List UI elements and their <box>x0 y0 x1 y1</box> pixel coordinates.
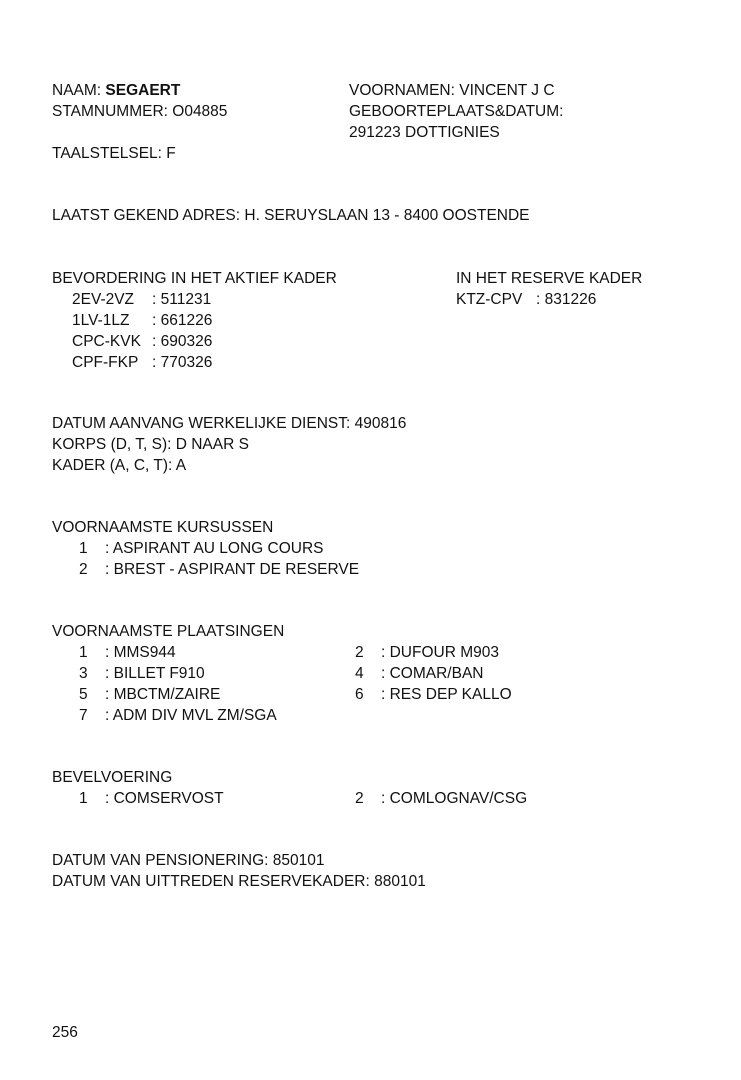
datum-uittreden-reservekader: DATUM VAN UITTREDEN RESERVEKADER: 880101 <box>52 873 426 890</box>
list-item <box>79 788 224 809</box>
item-number: 6 <box>355 686 364 703</box>
korps: KORPS (D, T, S): D NAAR S <box>52 436 249 453</box>
list-item <box>355 642 499 663</box>
item-number: 2 <box>355 644 364 661</box>
datum-pensionering: DATUM VAN PENSIONERING: 850101 <box>52 852 325 869</box>
list-item <box>79 684 220 705</box>
item-text: : MBCTM/ZAIRE <box>105 686 221 703</box>
kader: KADER (A, C, T): A <box>52 457 187 474</box>
list-item <box>355 684 512 705</box>
date: : 770326 <box>152 354 213 371</box>
name-line <box>52 80 180 101</box>
aktief-row <box>72 289 211 310</box>
item-text: : MMS944 <box>105 644 176 661</box>
taalstelsel: TAALSTELSEL: F <box>52 145 176 162</box>
date: : 661226 <box>152 312 213 329</box>
aktief-row <box>72 352 212 373</box>
list-item <box>79 642 176 663</box>
list-item <box>79 538 324 559</box>
item-number: 1 <box>79 790 88 807</box>
datum-aanvang-dienst: DATUM AANVANG WERKELIJKE DIENST: 490816 <box>52 415 407 432</box>
item-text: : COMAR/BAN <box>381 665 484 682</box>
rank: KTZ-CPV <box>456 291 523 308</box>
item-number: 7 <box>79 707 88 724</box>
reserve-row <box>456 289 596 310</box>
list-item <box>79 559 359 580</box>
item-number: 5 <box>79 686 88 703</box>
item-text: : DUFOUR M903 <box>381 644 499 661</box>
plaatsingen-title: VOORNAAMSTE PLAATSINGEN <box>52 623 285 640</box>
date: : 831226 <box>536 291 597 308</box>
date: : 511231 <box>152 291 212 308</box>
item-number: 4 <box>355 665 364 682</box>
voornamen: VOORNAMEN: VINCENT J C <box>349 82 555 99</box>
page-number: 256 <box>52 1024 78 1041</box>
list-item <box>79 705 277 726</box>
list-item <box>355 788 527 809</box>
list-item <box>355 663 483 684</box>
item-number: 1 <box>79 644 88 661</box>
laatst-gekend-adres: LAATST GEKEND ADRES: H. SERUYSLAAN 13 - 8400 OOSTENDE <box>52 207 530 224</box>
item-text: : BILLET F910 <box>105 665 205 682</box>
name-label: NAAM: <box>52 82 106 99</box>
item-text: : ADM DIV MVL ZM/SGA <box>105 707 277 724</box>
geboorte-value: 291223 DOTTIGNIES <box>349 124 500 141</box>
geboorte-label: GEBOORTEPLAATS&DATUM: <box>349 103 564 120</box>
kursussen-title: VOORNAAMSTE KURSUSSEN <box>52 519 274 536</box>
bevordering-reserve-title: IN HET RESERVE KADER <box>456 270 643 287</box>
name-value: SEGAERT <box>105 82 181 99</box>
rank: 2EV-2VZ <box>72 291 135 308</box>
rank: CPC-KVK <box>72 333 141 350</box>
item-text: : ASPIRANT AU LONG COURS <box>105 540 324 557</box>
item-text: : COMLOGNAV/CSG <box>381 790 528 807</box>
item-number: 2 <box>79 561 88 578</box>
rank: 1LV-1LZ <box>72 312 130 329</box>
aktief-row <box>72 310 212 331</box>
item-text: : RES DEP KALLO <box>381 686 512 703</box>
stamnummer: STAMNUMMER: O04885 <box>52 103 228 120</box>
rank: CPF-FKP <box>72 354 139 371</box>
item-number: 2 <box>355 790 364 807</box>
aktief-row <box>72 331 212 352</box>
bevelvoering-title: BEVELVOERING <box>52 769 173 786</box>
date: : 690326 <box>152 333 213 350</box>
item-number: 1 <box>79 540 88 557</box>
bevordering-aktief-title: BEVORDERING IN HET AKTIEF KADER <box>52 270 337 287</box>
item-number: 3 <box>79 665 88 682</box>
list-item <box>79 663 205 684</box>
item-text: : COMSERVOST <box>105 790 224 807</box>
item-text: : BREST - ASPIRANT DE RESERVE <box>105 561 360 578</box>
